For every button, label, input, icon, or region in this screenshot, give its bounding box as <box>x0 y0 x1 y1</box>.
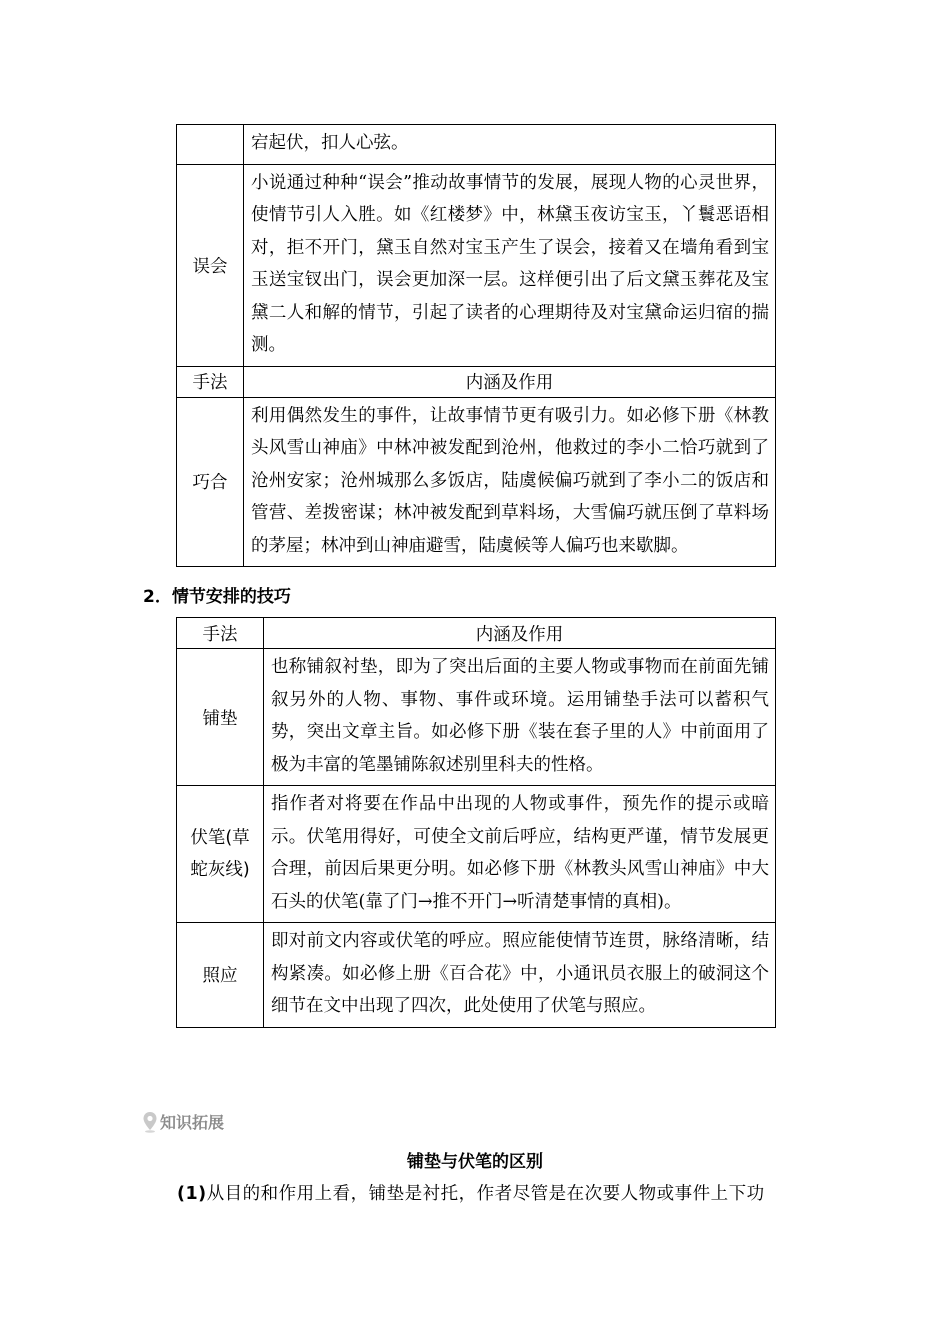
table-row <box>177 125 776 165</box>
table-header-row <box>177 366 776 397</box>
column-header-technique: 手法 <box>177 618 264 649</box>
technique-content: 宕起伏，扣人心弦。 <box>244 125 776 165</box>
technique-content: 指作者对将要在作品中出现的人物或事件，预先作的提示或暗示。伏笔用得好，可使全文前后呼应，结构更严谨，情节发展更合理，前因后果更分明。如必修下册《林教头风雪山神庙》中大石头的伏笔(靠了门→推不开门→听清楚事情的真相)。 <box>264 786 776 923</box>
column-header-meaning: 内涵及作用 <box>264 618 776 649</box>
table-row <box>177 923 776 1028</box>
knowledge-extension-tag <box>142 1110 224 1133</box>
paragraph-number: (1) <box>177 1184 207 1204</box>
technique-content: 利用偶然发生的事件，让故事情节更有吸引力。如必修下册《林教头风雪山神庙》中林冲被发配到沧州，他救过的李小二恰巧就到了沧州安家；沧州城那么多饭店，陆虞候偏巧就到了李小二的饭店和管营、差拨密谋；林冲被发配到草料场，大雪偏巧就压倒了草料场的茅屋；林冲到山神庙避雪，陆虞候等人偏巧也来歇脚。 <box>244 397 776 567</box>
technique-label: 误会 <box>177 164 244 366</box>
extension-tag-label: 知识拓展 <box>160 1113 225 1132</box>
table-row <box>177 397 776 567</box>
technique-label <box>177 125 244 165</box>
table-row <box>177 649 776 786</box>
location-pin-icon <box>142 1111 158 1133</box>
table-header-row <box>177 618 776 649</box>
technique-label: 伏笔(草蛇灰线) <box>177 786 264 923</box>
paragraph-text: 从目的和作用上看，铺垫是衬托，作者尽管是在次要人物或事件上下功 <box>206 1184 765 1204</box>
extension-paragraph <box>177 1180 817 1205</box>
technique-content: 即对前文内容或伏笔的呼应。照应能使情节连贯，脉络清晰，结构紧凑。如必修上册《百合花》中，小通讯员衣服上的破洞这个细节在文中出现了四次，此处使用了伏笔与照应。 <box>264 923 776 1028</box>
table-row <box>177 786 776 923</box>
technique-label: 铺垫 <box>177 649 264 786</box>
technique-content: 也称铺叙衬垫，即为了突出后面的主要人物或事物而在前面先铺叙另外的人物、事物、事件或环境。运用铺垫手法可以蓄积气势，突出文章主旨。如必修下册《装在套子里的人》中前面用了极为丰富的笔墨铺陈叙述别里科夫的性格。 <box>264 649 776 786</box>
technique-content: 小说通过种种“误会”推动故事情节的发展，展现人物的心灵世界，使情节引人入胜。如《红楼梦》中，林黛玉夜访宝玉，丫鬟恶语相对，拒不开门，黛玉自然对宝玉产生了误会，接着又在墙角看到宝玉送宝钗出门，误会更加深一层。这样便引出了后文黛玉葬花及宝黛二人和解的情节，引起了读者的心理期待及对宝黛命运归宿的揣测。 <box>244 164 776 366</box>
table-row <box>177 164 776 366</box>
technique-label: 巧合 <box>177 397 244 567</box>
column-header-meaning: 内涵及作用 <box>244 366 776 397</box>
extension-title: 铺垫与伏笔的区别 <box>407 1152 543 1172</box>
section-heading: 2．情节安排的技巧 <box>143 587 291 607</box>
technique-label: 照应 <box>177 923 264 1028</box>
technique-table-continued <box>176 124 776 567</box>
column-header-technique: 手法 <box>177 366 244 397</box>
plot-arrangement-table <box>176 617 776 1028</box>
